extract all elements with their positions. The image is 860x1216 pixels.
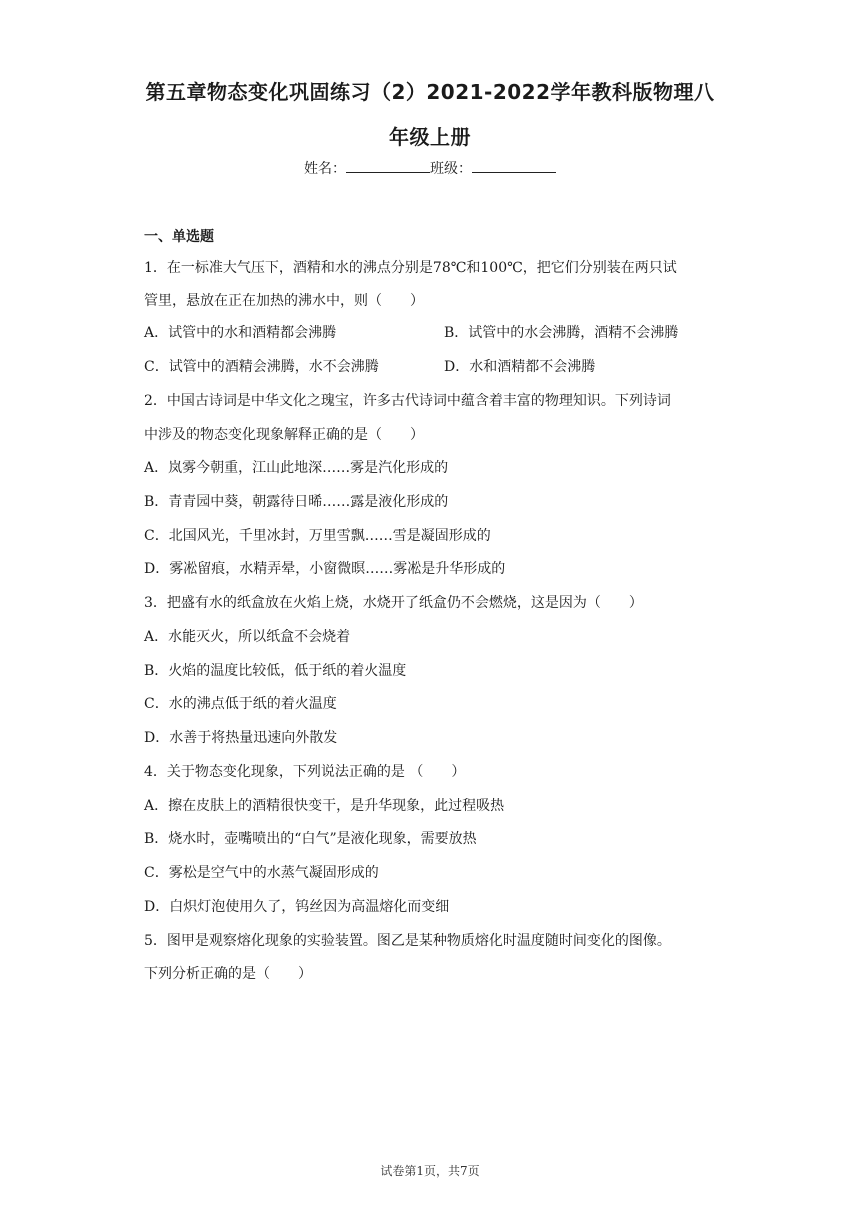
page-title-line-1: 第五章物态变化巩固练习（2）2021-2022学年教科版物理八 bbox=[145, 80, 715, 104]
page-footer: 试卷第1页，共7页 bbox=[380, 1164, 480, 1178]
question-3-option-b: B．火焰的温度比较低，低于纸的着火温度 bbox=[144, 663, 407, 679]
question-2-stem-line-1: 2．中国古诗词是中华文化之瑰宝，许多古代诗词中蕴含着丰富的物理知识。下列诗词 bbox=[144, 393, 671, 409]
name-blank bbox=[346, 158, 430, 173]
question-4-option-b: B．烧水时，壶嘴喷出的“白气”是液化现象，需要放热 bbox=[144, 831, 477, 847]
question-1-option-a: A．试管中的水和酒精都会沸腾 bbox=[144, 325, 337, 341]
question-5-stem-line-1: 5．图甲是观察熔化现象的实验装置。图乙是某种物质熔化时温度随时间变化的图像。 bbox=[144, 933, 671, 949]
question-2-stem-line-2: 中涉及的物态变化现象解释正确的是（ ） bbox=[144, 427, 424, 443]
question-4-option-c: C．雾松是空气中的水蒸气凝固形成的 bbox=[144, 865, 379, 881]
question-2-option-c: C．北国风光，千里冰封，万里雪飘……雪是凝固形成的 bbox=[144, 528, 491, 544]
question-2-option-d: D．雾凇留痕，水精弄晕，小窗微暝……雾凇是升华形成的 bbox=[144, 561, 506, 577]
question-4-stem-line-1: 4．关于物态变化现象，下列说法正确的是 （ ） bbox=[144, 764, 466, 780]
question-2-option-a: A．岚雾今朝重，江山此地深……雾是汽化形成的 bbox=[144, 460, 449, 476]
question-5-stem-line-2: 下列分析正确的是（ ） bbox=[144, 966, 312, 982]
question-3-option-d: D．水善于将热量迅速向外散发 bbox=[144, 730, 338, 746]
page-title-line-2: 年级上册 bbox=[389, 125, 471, 149]
question-1-option-c: C．试管中的酒精会沸腾，水不会沸腾 bbox=[144, 359, 379, 375]
name-label: 姓名： bbox=[304, 161, 346, 177]
question-3-stem-line-1: 3．把盛有水的纸盒放在火焰上烧，水烧开了纸盒仍不会燃烧，这是因为（ ） bbox=[144, 595, 643, 611]
question-1-option-b: B．试管中的水会沸腾，酒精不会沸腾 bbox=[444, 325, 679, 341]
question-2-option-b: B．青青园中葵，朝露待日晞……露是液化形成的 bbox=[144, 494, 449, 510]
class-blank bbox=[472, 158, 556, 173]
question-4-option-a: A．擦在皮肤上的酒精很快变干，是升华现象，此过程吸热 bbox=[144, 798, 505, 814]
student-info-row bbox=[0, 158, 860, 178]
question-1-stem-line-2: 管里，悬放在正在加热的沸水中，则（ ） bbox=[144, 293, 424, 309]
question-4-option-d: D．白炽灯泡使用久了，钨丝因为高温熔化而变细 bbox=[144, 899, 450, 915]
question-1-option-d: D．水和酒精都不会沸腾 bbox=[444, 359, 596, 375]
question-1-stem-line-1: 1．在一标准大气压下，酒精和水的沸点分别是78℃和100℃，把它们分别装在两只试 bbox=[144, 260, 677, 276]
question-3-option-a: A．水能灭火，所以纸盒不会烧着 bbox=[144, 629, 351, 645]
question-3-option-c: C．水的沸点低于纸的着火温度 bbox=[144, 696, 337, 712]
section-heading: 一、单选题 bbox=[144, 229, 214, 245]
class-label: 班级： bbox=[430, 161, 472, 177]
